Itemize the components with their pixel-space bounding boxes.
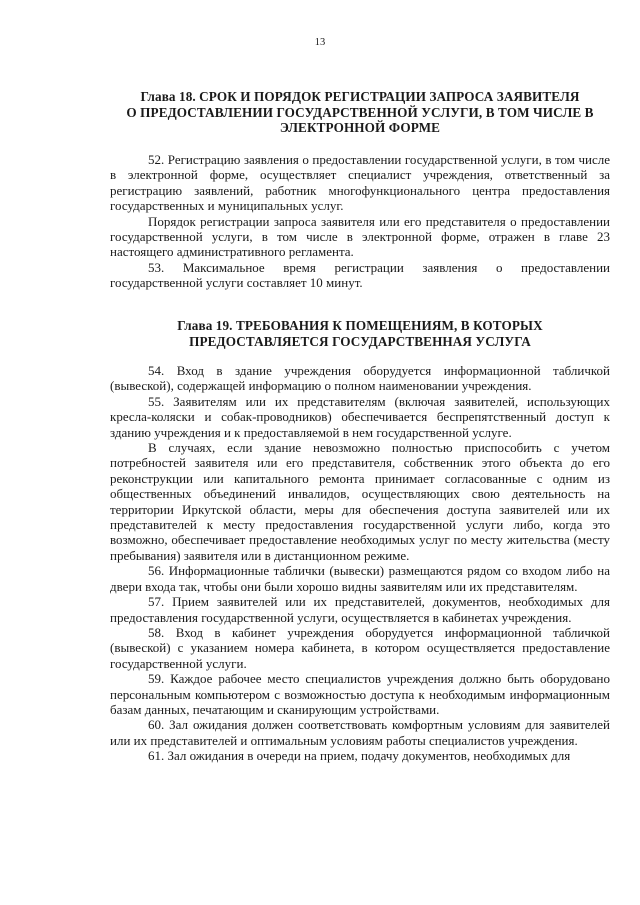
- paragraph-55: 55. Заявителям или их представителям (включая заявителей, использующих кресла-коляски и собак-проводников) обеспечивается беспрепятственный доступ к зданию учреждения и к предоставляемой в нем государственной услуге.: [110, 393, 610, 440]
- chapter-18-body: [110, 152, 610, 291]
- page-number: 13: [314, 37, 326, 48]
- chapter-18-title-line: О ПРЕДОСТАВЛЕНИИ ГОСУДАРСТВЕННОЙ УСЛУГИ, В ТОМ ЧИСЛЕ В: [126, 104, 594, 120]
- paragraph-57: 57. Прием заявителей или их представителей, документов, необходимых для предоставления государственной услуги, осуществляется в кабинетах учреждения.: [110, 594, 610, 625]
- paragraph-56: 56. Информационные таблички (вывески) размещаются рядом со входом либо на двери входа так, чтобы они были хорошо видны заявителям или их представителям.: [110, 563, 610, 594]
- paragraph-54: 54. Вход в здание учреждения оборудуется информационной табличкой (вывеской), содержащей информацию о полном наименовании учреждения.: [110, 363, 610, 394]
- paragraph-61: 61. Зал ожидания в очереди на прием, подачу документов, необходимых для: [148, 748, 571, 764]
- chapter-19-title-line: Глава 19. ТРЕБОВАНИЯ К ПОМЕЩЕНИЯМ, В КОТОРЫХ: [177, 318, 543, 333]
- paragraph-accessibility-cases: В случаях, если здание невозможно полностью приспособить с учетом потребностей заявителя или его представителя, собственник этого объекта до его реконструкции или капитального ремонта принимает согласованные с одним из общественных объединений инвалидов, осуществляющих свою деятельность на территории Иркутской области, меры для обеспечения доступа заявителей или их представителей к месту предоставления государственной услуги либо, когда это возможно, обеспечивает предоставление необходимых услуг по месту жительства (месту пребывания) заявителя или в дистанционном режиме.: [110, 440, 610, 563]
- chapter-19-title-line: ПРЕДОСТАВЛЯЕТСЯ ГОСУДАРСТВЕННАЯ УСЛУГА: [189, 333, 531, 349]
- paragraph-order-registration: Порядок регистрации запроса заявителя или его представителя о предоставлении государственной услуги, в том числе в электронной форме, отражен в главе 23 настоящего административного регламента.: [110, 213, 610, 260]
- chapter-18-title-line: ЭЛЕКТРОННОЙ ФОРМЕ: [279, 120, 441, 135]
- paragraph-53: 53. Максимальное время регистрации заявления о предоставлении государственной услуги составляет 10 минут.: [110, 259, 610, 291]
- chapter-18-title-line: Глава 18. СРОК И ПОРЯДОК РЕГИСТРАЦИИ ЗАПРОСА ЗАЯВИТЕЛЯ: [140, 89, 580, 104]
- chapter-19-title: [110, 318, 610, 349]
- paragraph-58: 58. Вход в кабинет учреждения оборудуется информационной табличкой (вывеской) с указанием номера кабинета, в котором осуществляется предоставление государственной услуги.: [110, 624, 610, 671]
- paragraph-52: 52. Регистрацию заявления о предоставлении государственной услуги, в том числе в электронной форме, осуществляет специалист учреждения, ответственный за регистрацию заявлений, работник многофункционального центра предоставления государственных и муниципальных услуг.: [110, 152, 610, 214]
- paragraph-59: 59. Каждое рабочее место специалистов учреждения должно быть оборудовано персональным компьютером с возможностью доступа к необходимым информационным базам данных, печатающим и сканирующим устройствами.: [110, 671, 610, 717]
- chapter-19-body: [110, 363, 610, 764]
- chapter-18-title: [110, 89, 610, 136]
- paragraph-60: 60. Зал ожидания должен соответствовать комфортным условиям для заявителей или их представителей и оптимальным условиям работы специалистов учреждения.: [110, 717, 610, 748]
